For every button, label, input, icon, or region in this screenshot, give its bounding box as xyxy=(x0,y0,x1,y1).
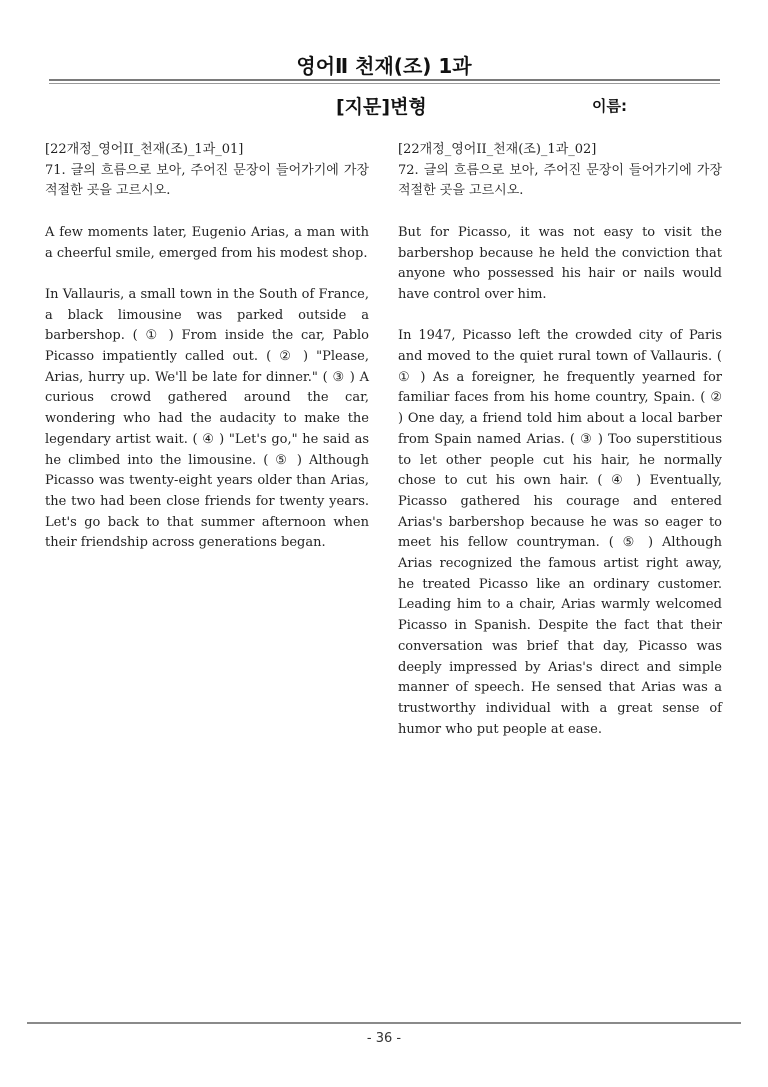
right-column xyxy=(398,140,722,740)
spacer xyxy=(45,202,369,223)
passage: In Vallauris, a small town in the South of France, a black limousine was parked outside a barbershop. ( ① ) From inside the car, Pablo Picasso impatiently called out. ( ② ) "Please, Arias, hurry up. We'll be late for dinner." ( ③ ) A curious crowd gathered around the car, wondering who had the audacity to make the legendary artist wait. ( ④ ) "Let's go," he said as he climbed into the limousine. ( ⑤ ) Although Picasso was twenty-eight years older than Arias, the two had been close friends for twenty years. Let's go back to that summer afternoon when their friendship across generations began. xyxy=(45,286,369,551)
question-code: [22개정_영어II_천재(조)_1과_01] xyxy=(45,142,244,157)
given-sentence: A few moments later, Eugenio Arias, a man with a cheerful smile, emerged from his modest shop. xyxy=(45,224,369,261)
left-column xyxy=(45,140,369,554)
page-title: 영어Ⅱ 천재(조) 1과 xyxy=(296,54,472,78)
spacer xyxy=(45,264,369,285)
passage: In 1947, Picasso left the crowded city of Paris and moved to the quiet rural town of Vallauris. ( ① ) As a foreigner, he frequently yearned for familiar faces from his home country, Spain. ( ② ) One day, a friend told him about a local barber from Spain named Arias. ( ③ ) Too superstitious to let other people cut his hair, he normally chose to cut his own hair. ( ④ ) Eventually, Picasso gathered his courage and entered Arias's barbershop because he was so eager to meet his fellow countryman. ( ⑤ ) Although Arias recognized the famous artist right away, he treated Picasso like an ordinary customer. Leading him to a chair, Arias warmly welcomed Picasso in Spanish. Despite the fact that their conversation was brief that day, Picasso was deeply impressed by Arias's direct and simple manner of speech. He sensed that Arias was a trustworthy individual with a great sense of humor who put people at ease. xyxy=(398,328,722,737)
header-rule-thin xyxy=(49,83,720,84)
question-prompt: 72. 글의 흐름으로 보아, 주어진 문장이 들어가기에 가장 적절한 곳을 고르시오. xyxy=(398,162,722,199)
name-field-label: 이름: xyxy=(592,97,627,115)
section-subtitle: [지문]변형 xyxy=(336,96,427,118)
page-number: - 36 - xyxy=(366,1031,402,1046)
header-rule xyxy=(49,79,720,81)
footer-rule xyxy=(27,1022,741,1024)
spacer xyxy=(398,202,722,223)
question-prompt: 71. 글의 흐름으로 보아, 주어진 문장이 들어가기에 가장 적절한 곳을 고르시오. xyxy=(45,162,369,199)
question-code: [22개정_영어II_천재(조)_1과_02] xyxy=(398,142,597,157)
given-sentence: But for Picasso, it was not easy to visit the barbershop because he held the conviction that anyone who possessed his hair or nails would have control over him. xyxy=(398,224,722,302)
spacer xyxy=(398,306,722,327)
